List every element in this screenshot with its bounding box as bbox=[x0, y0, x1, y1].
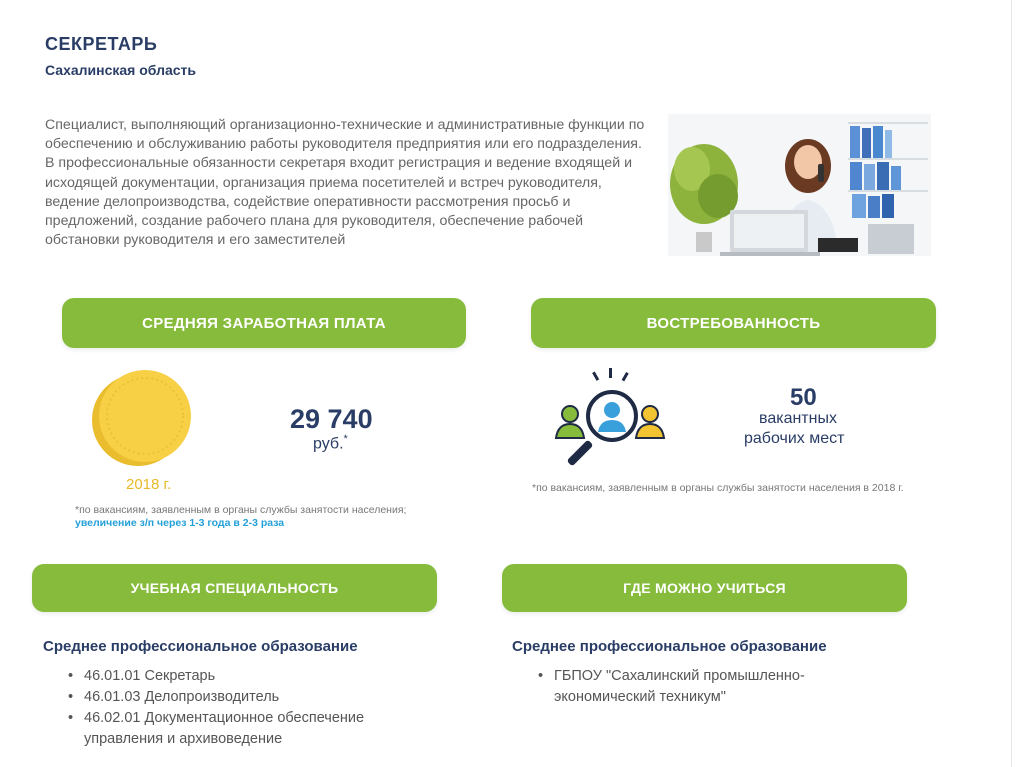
salary-asterisk: * bbox=[343, 433, 348, 445]
specialty-heading: УЧЕБНАЯ СПЕЦИАЛЬНОСТЬ bbox=[32, 564, 437, 612]
profession-description: Специалист, выполняющий организационно-технические и административные функции по обеспечению и обслуживанию работы руководителя предприятия или его подразделения. В профессиональные обязанности секретаря входит регистрация и ведение входящей и исходящей документации, организация приема посетителей и встреч руководителя, ведение делопроизводства, содействие оперативности рассмотрения просьб и предложений, создание рабочего плана для руководителя, обеспечение рабочей обстановки руководителя и его заместителей bbox=[45, 117, 645, 249]
vacancy-label-line2: рабочих мест bbox=[744, 430, 845, 447]
salary-growth-note: увеличение з/п через 1-3 года в 2-3 раза bbox=[75, 517, 285, 529]
salary-currency-text: руб. bbox=[313, 435, 344, 453]
vacancy-label-line1: вакантных bbox=[759, 410, 837, 427]
list-item: • ГБПОУ "Сахалинский промышленно-экономический техникум" bbox=[538, 666, 838, 708]
specialty-subheading: Среднее профессиональное образование bbox=[43, 638, 358, 655]
salary-heading: СРЕДНЯЯ ЗАРАБОТНАЯ ПЛАТА bbox=[62, 298, 466, 348]
specialty-list bbox=[68, 666, 428, 750]
search-people-icon bbox=[552, 368, 670, 472]
region-subtitle: Сахалинская область bbox=[45, 62, 197, 78]
where-heading: ГДЕ МОЖНО УЧИТЬСЯ bbox=[502, 564, 907, 612]
secretary-photo bbox=[668, 114, 931, 268]
demand-footnote: *по вакансиям, заявленным в органы службы занятости населения в 2018 г. bbox=[532, 482, 904, 494]
page-title: СЕКРЕТАРЬ bbox=[45, 34, 158, 54]
coin-icon bbox=[90, 366, 194, 470]
salary-footnote: *по вакансиям, заявленным в органы службы занятости населения; bbox=[75, 504, 407, 516]
salary-year: 2018 г. bbox=[126, 476, 172, 493]
salary-currency bbox=[313, 433, 348, 453]
secretary-illustration bbox=[668, 114, 931, 268]
salary-value: 29 740 bbox=[290, 404, 373, 434]
institution-list bbox=[538, 666, 838, 708]
list-item: • 46.01.01 Секретарь bbox=[68, 666, 428, 687]
demand-heading: ВОСТРЕБОВАННОСТЬ bbox=[531, 298, 936, 348]
list-item: • 46.01.03 Делопроизводитель bbox=[68, 687, 428, 708]
list-item: • 46.02.01 Документационное обеспечение управления и архивоведение bbox=[68, 708, 428, 750]
where-subheading: Среднее профессиональное образование bbox=[512, 638, 827, 655]
vacancy-count: 50 bbox=[790, 384, 817, 411]
